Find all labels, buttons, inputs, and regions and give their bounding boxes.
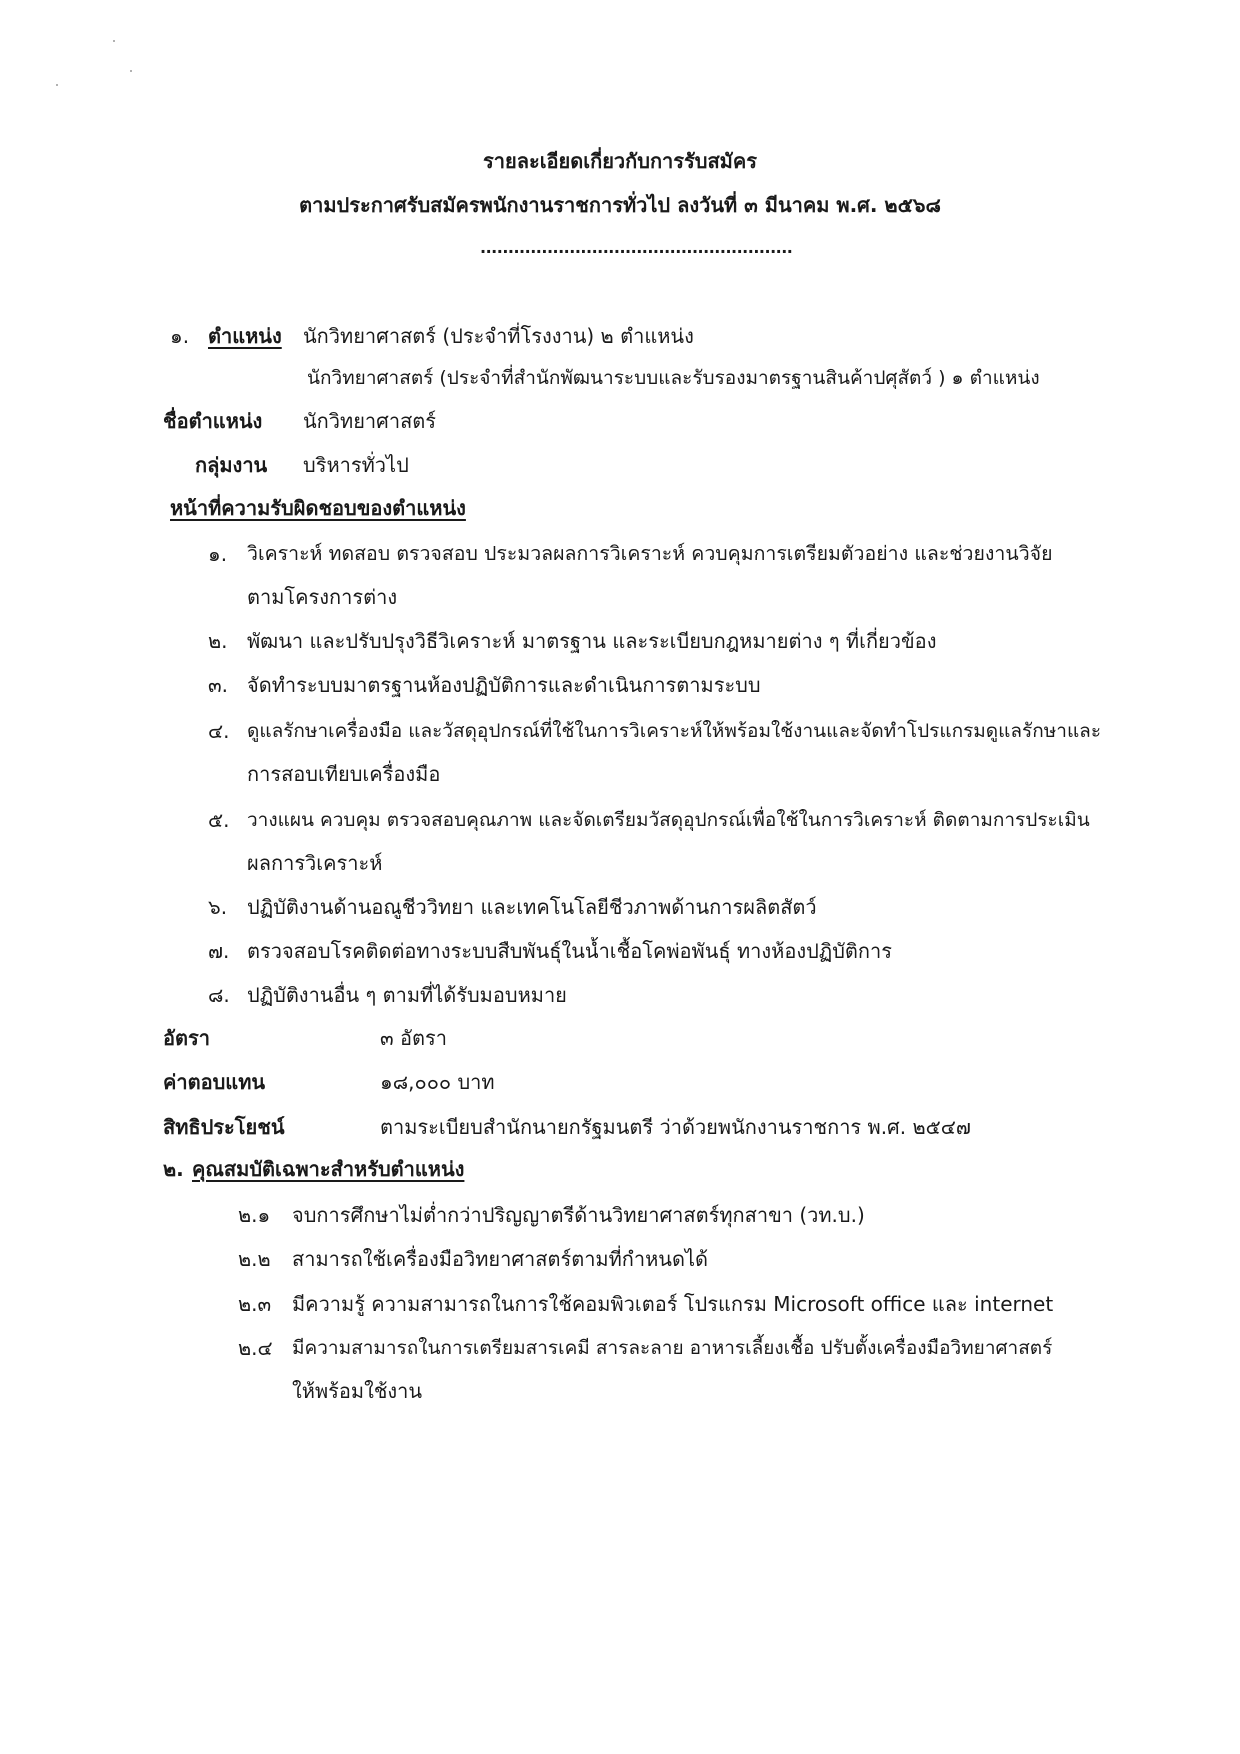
duty-number: ๗. (208, 939, 230, 963)
qualification-text: ให้พร้อมใช้งาน (292, 1379, 423, 1403)
duty-text: วางแผน ควบคุม ตรวจสอบคุณภาพ และจัดเตรียมวัสดุอุปกรณ์เพื่อใช้ในการวิเคราะห์ ติดตามการประเมิน (247, 809, 1090, 831)
benefit-value: ตามระเบียบสำนักนายกรัฐมนตรี ว่าด้วยพนักงานราชการ พ.ศ. ๒๕๔๗ (380, 1115, 971, 1139)
qualification-text: จบการศึกษาไม่ต่ำกว่าปริญญาตรีด้านวิทยาศาสตร์ทุกสาขา (วท.บ.) (292, 1203, 865, 1227)
rate-value: ๓ อัตรา (380, 1026, 448, 1050)
duties-heading: หน้าที่ความรับผิดชอบของตำแหน่ง (170, 496, 466, 520)
qualification-number: ๒.๔ (238, 1336, 273, 1360)
document-title: รายละเอียดเกี่ยวกับการรับสมัคร (483, 149, 757, 173)
duty-number: ๑. (208, 542, 228, 566)
position-title-value: นักวิทยาศาสตร์ (303, 409, 437, 433)
duty-number: ๕. (208, 808, 230, 832)
position-line-2: นักวิทยาศาสตร์ (ประจำที่สำนักพัฒนาระบบและรับรองมาตรฐานสินค้าปศุสัตว์ ) ๑ ตำแหน่ง (307, 367, 1040, 389)
duty-text: ปฏิบัติงานด้านอณูชีววิทยา และเทคโนโลยีชีวภาพด้านการผลิตสัตว์ (247, 895, 817, 919)
qualification-number: ๒.๓ (238, 1292, 272, 1316)
rate-label: อัตรา (163, 1026, 210, 1050)
section1-number: ๑. (170, 324, 190, 348)
section2-heading: คุณสมบัติเฉพาะสำหรับตำแหน่ง (192, 1157, 465, 1181)
duty-number: ๒. (208, 629, 228, 653)
section2-number: ๒. (163, 1157, 184, 1181)
salary-value: ๑๘,๐๐๐ บาท (380, 1070, 495, 1094)
position-label: ตำแหน่ง (208, 324, 282, 348)
duty-number: ๓. (208, 673, 229, 697)
duty-text: ผลการวิเคราะห์ (247, 851, 383, 875)
qualification-number: ๒.๒ (238, 1247, 271, 1271)
duty-text: ตามโครงการต่าง (247, 585, 398, 609)
scan-speck (113, 40, 115, 42)
qualification-number: ๒.๑ (238, 1203, 271, 1227)
duty-text: ตรวจสอบโรคติดต่อทางระบบสืบพันธุ์ในน้ำเชื้อโคพ่อพันธุ์ ทางห้องปฏิบัติการ (247, 939, 892, 963)
duty-text: จัดทำระบบมาตรฐานห้องปฏิบัติการและดำเนินการตามระบบ (247, 673, 761, 697)
salary-label: ค่าตอบแทน (163, 1070, 266, 1094)
position-title-label: ชื่อตำแหน่ง (163, 409, 263, 433)
benefit-label: สิทธิประโยชน์ (163, 1115, 285, 1139)
duty-text: การสอบเทียบเครื่องมือ (247, 762, 441, 786)
qualification-text: สามารถใช้เครื่องมือวิทยาศาสตร์ตามที่กำหนดได้ (292, 1247, 709, 1271)
qualification-text: มีความรู้ ความสามารถในการใช้คอมพิวเตอร์ โปรแกรม Microsoft office และ internet (292, 1292, 1054, 1316)
title-divider: ........................................................ (480, 238, 793, 257)
qualification-text: มีความสามารถในการเตรียมสารเคมี สารละลาย อาหารเลี้ยงเชื้อ ปรับตั้งเครื่องมือวิทยาศาสตร์ (292, 1337, 1053, 1359)
work-group-label: กลุ่มงาน (195, 453, 268, 477)
scan-speck (130, 70, 132, 72)
duty-number: ๔. (208, 719, 230, 743)
scan-speck (56, 84, 58, 86)
document-subtitle: ตามประกาศรับสมัครพนักงานราชการทั่วไป ลงวันที่ ๓ มีนาคม พ.ศ. ๒๕๖๘ (299, 193, 941, 217)
duty-text: พัฒนา และปรับปรุงวิธีวิเคราะห์ มาตรฐาน และระเบียบกฎหมายต่าง ๆ ที่เกี่ยวข้อง (247, 629, 937, 653)
work-group-value: บริหารทั่วไป (303, 453, 409, 477)
duty-text: ดูแลรักษาเครื่องมือ และวัสดุอุปกรณ์ที่ใช้ในการวิเคราะห์ให้พร้อมใช้งานและจัดทำโปรแกรมดูแลรักษาและ (247, 720, 1102, 742)
position-line-1: นักวิทยาศาสตร์ (ประจำที่โรงงาน) ๒ ตำแหน่ง (303, 324, 694, 348)
duty-number: ๖. (208, 895, 228, 919)
duty-text: วิเคราะห์ ทดสอบ ตรวจสอบ ประมวลผลการวิเคราะห์ ควบคุมการเตรียมตัวอย่าง และช่วยงานวิจัย (247, 542, 1053, 565)
duty-text: ปฏิบัติงานอื่น ๆ ตามที่ได้รับมอบหมาย (247, 983, 567, 1007)
duty-number: ๘. (208, 983, 230, 1007)
